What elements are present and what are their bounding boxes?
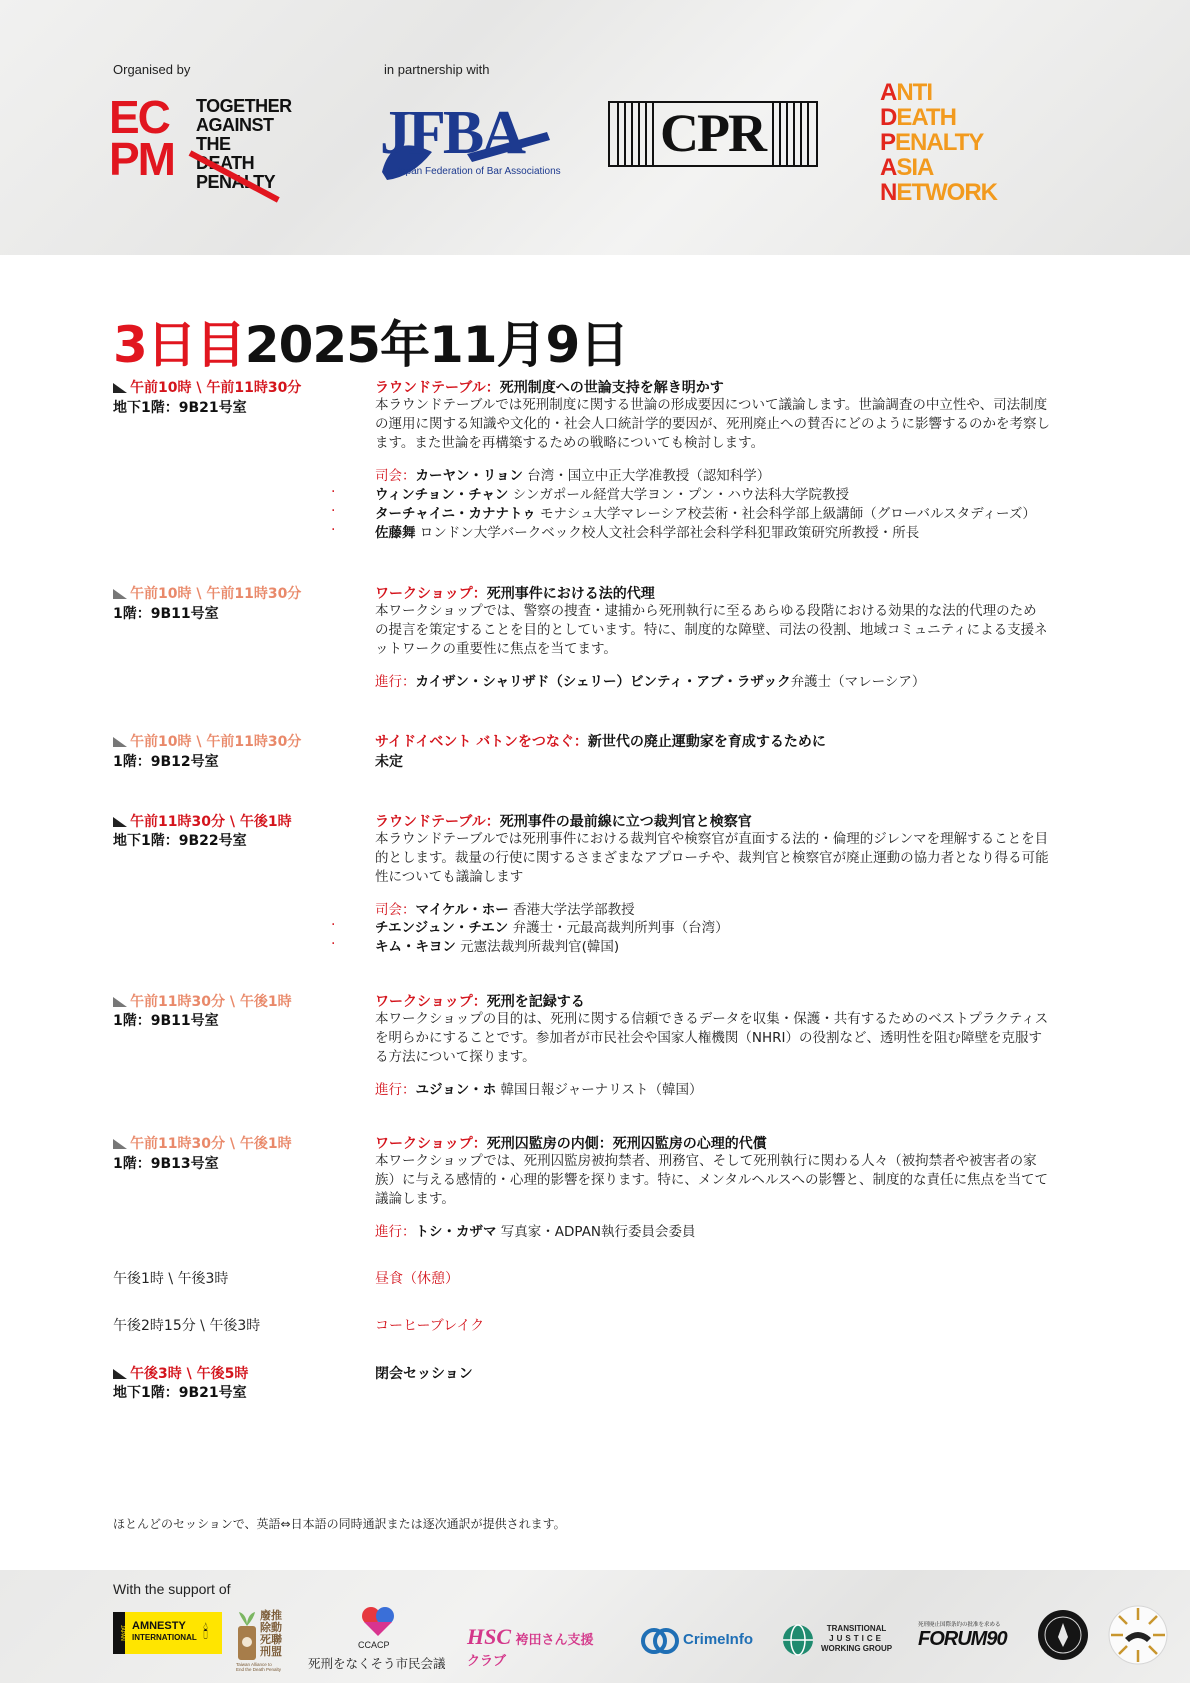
organised-by-label: Organised by	[113, 62, 191, 77]
bullet-icon: ·	[331, 503, 336, 519]
bullet-icon: ·	[331, 917, 336, 933]
forum90-subtitle: 死刑廃止国際条約の批准を求める	[918, 1622, 1001, 1628]
speaker: 進行：ユジョン・ホ 韓国日報ジャーナリスト（韓国）	[375, 1082, 703, 1098]
session-room: 1階：9B11号室	[113, 606, 219, 622]
session-description: 本ラウンドテーブルでは死刑制度に関する世論の形成要因について議論します。世論調査の中立性や、司法制度の運用に関する知識や文化的・社会人口統計学的要因が、死刑廃止への賛否にどのように影響するのかを考察します。また世論を再構築するための戦略についても検討します。	[375, 397, 1050, 451]
jfba-wordmark: JFBA	[380, 99, 523, 167]
flag-icon	[113, 1369, 127, 1379]
session-description: 本ワークショップでは、警察の捜査・逮捕から死刑執行に至るあらゆる段階における効果的な法的代理のための提言を策定することを目的としています。特に、制度的な障壁、司法の役割、地域コミュニティによる支援ネットワークの重要性に焦点を当てます。	[375, 603, 1048, 657]
forum90-logo	[918, 1620, 1023, 1660]
partnership-label: in partnership with	[384, 62, 490, 77]
taiwan-alliance-logo	[236, 1610, 300, 1676]
ccacp-subtitle: 死刑をなくそう市民会議	[308, 1657, 446, 1671]
session-room: 地下1階：9B21号室	[113, 1385, 247, 1401]
session-title: ラウンドテーブル：死刑制度への世論支持を解き明かす	[375, 380, 724, 396]
speaker: ターチャイニ・カナナトゥ モナシュ大学マレーシア校芸術・社会科学部上級講師（グローバルスタディーズ）	[375, 506, 1036, 522]
amnesty-logo	[113, 1612, 222, 1654]
ecpm-letters-top: EC	[109, 91, 169, 143]
tjwg-line: JUSTICE	[829, 1634, 884, 1643]
flag-icon	[113, 589, 127, 599]
bullet-icon: ·	[331, 936, 336, 952]
flag-icon	[113, 1139, 127, 1149]
amnesty-line: AMNESTY	[132, 1620, 186, 1632]
forum90-wordmark: FORUM90	[918, 1628, 1007, 1650]
ecpm-word: PENALTY	[196, 172, 276, 192]
session-room: 1階：9B13号室	[113, 1156, 219, 1172]
session-time: 午前11時30分 \ 午後1時	[113, 991, 292, 1011]
session-title: 閉会セッション	[375, 1366, 473, 1382]
session-description: 本ラウンドテーブルでは死刑事件における裁判官や検察官が直面する法的・倫理的ジレンマを理解することを目的とします。裁量の行使に関するさまざまなアプローチや、裁判官と検察官が廃止運動の協力者となり得る可能性についても議論します	[375, 831, 1049, 885]
session-time: 午後3時 \ 午後5時	[113, 1363, 248, 1383]
taiwan-char: 除動	[260, 1622, 282, 1634]
session-room: 地下1階：9B22号室	[113, 833, 247, 849]
taiwan-sub: Taiwan Alliance to	[236, 1662, 272, 1667]
tjwg-line: TRANSITIONAL	[826, 1624, 887, 1633]
sunburst-emblem-icon	[1107, 1604, 1169, 1666]
adpan-line: NETWORK	[880, 179, 997, 206]
session-title: ラウンドテーブル：死刑事件の最前線に立つ裁判官と検察官	[375, 814, 752, 830]
session-title: ワークショップ：死刑を記録する	[375, 994, 585, 1010]
flag-icon	[113, 383, 127, 393]
seedling-icon	[236, 1610, 258, 1660]
break-time: 午後2時15分 \ 午後3時	[113, 1318, 261, 1334]
break-label: 昼食（休憩）	[375, 1271, 459, 1287]
session-room: 1階：9B12号室	[113, 754, 219, 770]
speaker: 進行：トシ・カザマ 写真家・ADPAN執行委員会委員	[375, 1224, 696, 1240]
session-description: 本ワークショップでは、死刑囚監房被拘禁者、刑務官、そして死刑執行に関わる人々（被拘禁者や被害者の家族）に与える感情的・心理的影響を探ります。特に、メンタルヘルスへの影響と、制度的な責任に焦点を当てて議論します。	[375, 1153, 1048, 1207]
session-room: 地下1階：9B21号室	[113, 400, 247, 416]
amnesty-line: INTERNATIONAL	[132, 1633, 197, 1642]
ccacp-logo	[306, 1604, 446, 1674]
flag-icon	[113, 997, 127, 1007]
tjwg-line: WORKING GROUP	[821, 1644, 893, 1653]
taiwan-sub: End the Death Penalty	[236, 1667, 282, 1672]
hakamada-label: 袴田さん支援クラブ	[467, 1632, 594, 1668]
adpan-line: PENALTY	[880, 129, 984, 156]
speaker: 佐藤舞 ロンドン大学バークベック校人文社会科学部社会科学科犯罪政策研究所教授・所長	[375, 525, 920, 541]
support-label: With the support of	[113, 1581, 231, 1597]
session-tbd: 未定	[375, 754, 403, 770]
cpr-wordmark: CPR	[660, 103, 765, 163]
bullet-icon: ·	[331, 484, 336, 500]
session-title: サイドイベント バトンをつなぐ：新世代の廃止運動家を育成するために	[375, 734, 826, 750]
ccacp-wordmark: CCACP	[358, 1640, 390, 1650]
adpan-line: ASIA	[880, 154, 934, 181]
ecpm-letters-bottom: PM	[109, 133, 174, 185]
adpan-line: ANTI	[880, 79, 933, 106]
globe-icon	[781, 1623, 815, 1657]
adpan-line: DEATH	[880, 104, 956, 131]
candle-icon: 🕯	[203, 1622, 209, 1642]
taiwan-char: 廢推	[260, 1610, 282, 1622]
break-time: 午後1時 \ 午後3時	[113, 1271, 229, 1287]
session-room: 1階：9B11号室	[113, 1013, 219, 1029]
session-description: 本ワークショップの目的は、死刑に関する信頼できるデータを収集・保護・共有するためのベストプラクティスを明らかにすることです。参加者が市民社会や国家人権機関（NHRI）の役割など、透明性を阻む障壁を克服する方法について探ります。	[375, 1011, 1049, 1065]
jfba-subtitle: Japan Federation of Bar Associations	[395, 166, 561, 177]
taiwan-char: 死聯	[260, 1634, 282, 1646]
hsc-wordmark: HSC	[467, 1624, 512, 1649]
ecpm-word: TOGETHER	[196, 96, 292, 116]
tjwg-logo	[781, 1620, 906, 1660]
page-title	[113, 305, 628, 377]
seal-icon	[1037, 1609, 1089, 1661]
flag-icon	[113, 817, 127, 827]
session-time: 午前11時30分 \ 午後1時	[113, 1133, 292, 1153]
session-time: 午前11時30分 \ 午後1時	[113, 811, 292, 831]
bullet-icon: ·	[331, 522, 336, 538]
session-title: ワークショップ：死刑囚監房の内側：死刑囚監房の心理的代償	[375, 1136, 767, 1152]
amnesty-japan-strip: JAPAN	[113, 1612, 125, 1654]
speaker: 司会：カーヤン・リョン 台湾・国立中正大学准教授（認知科学）	[375, 468, 771, 484]
session-time: 午前10時 \ 午前11時30分	[113, 731, 301, 751]
hearts-icon	[358, 1604, 398, 1638]
speaker: ウィンチョン・チャン シンガポール経営大学ヨン・プン・ハウ法科大学院教授	[375, 487, 850, 503]
ecpm-word: THE DEATH	[196, 134, 255, 173]
session-time: 午前10時 \ 午前11時30分	[113, 583, 301, 603]
break-label: コーヒーブレイク	[375, 1318, 485, 1334]
speaker: キム・キヨン 元憲法裁判所裁判官(韓国)	[375, 939, 620, 955]
speaker: 司会：マイケル・ホー 香港大学法学部教授	[375, 902, 635, 918]
crimeinfo-wordmark: CrimeInfo	[683, 1631, 754, 1648]
ecpm-word: AGAINST	[196, 115, 274, 135]
hsc-logo	[467, 1624, 597, 1668]
session-time: 午前10時 \ 午前11時30分	[113, 377, 301, 397]
flag-icon	[113, 737, 127, 747]
speaker: チエンジュン・チエン 弁護士・元最高裁判所判事（台湾）	[375, 920, 729, 936]
day-label: 3日目	[113, 316, 245, 374]
adpan-logo	[880, 80, 997, 205]
interpretation-note: ほとんどのセッションで、英語⇔日本語の同時通訳または逐次通訳が提供されます。	[113, 1517, 566, 1531]
date-label: 2025年11月9日	[244, 316, 629, 374]
taiwan-char: 刑盟	[260, 1646, 282, 1658]
speaker: 進行：カイザン・シャリザド（シェリー）ビンティ・アブ・ラザック弁護士（マレーシア）	[375, 674, 926, 690]
crimeinfo-circles-icon	[641, 1628, 681, 1654]
session-title: ワークショップ：死刑事件における法的代理	[375, 586, 655, 602]
crimeinfo-logo	[641, 1627, 761, 1657]
